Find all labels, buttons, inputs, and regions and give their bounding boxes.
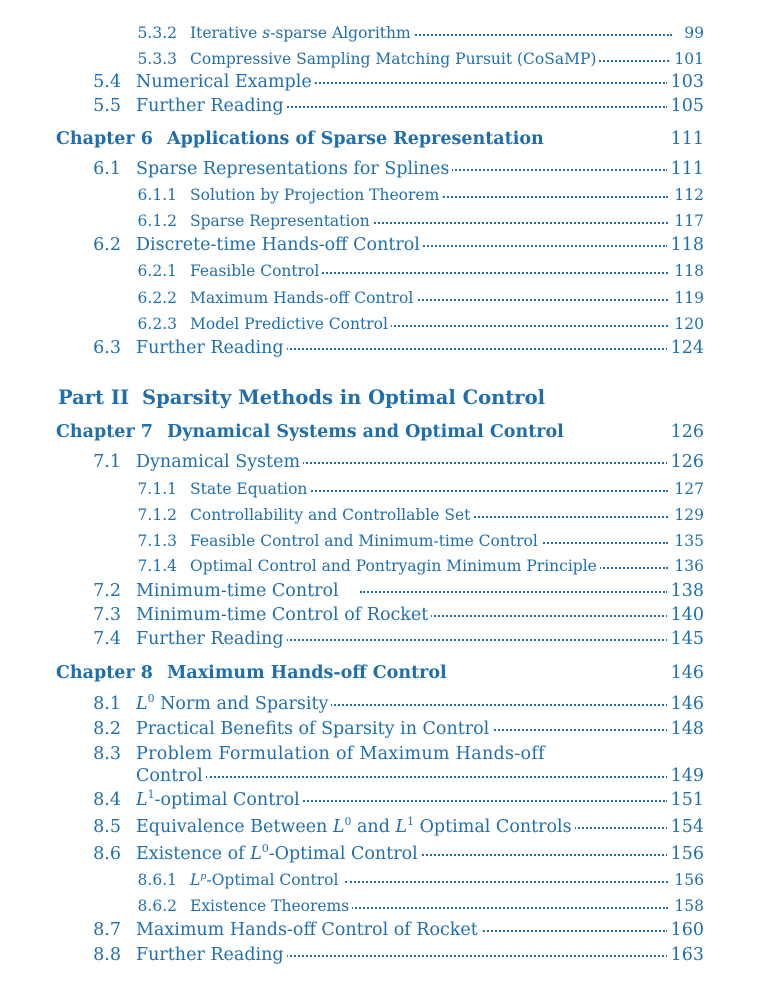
toc-entry-8-2[interactable] xyxy=(0,719,758,743)
entry-number: 6.2 xyxy=(93,235,121,255)
entry-page: 149 xyxy=(667,766,704,786)
toc-entry-7-1-3[interactable] xyxy=(0,532,758,556)
entry-title: Sparse Representation xyxy=(190,212,373,230)
entry-title: Sparse Representations for Splines xyxy=(136,159,452,179)
toc-entry-7-4[interactable] xyxy=(0,629,758,653)
entry-title: State Equation xyxy=(190,480,310,498)
entry-page: 126 xyxy=(667,452,704,472)
entry-number: 7.1 xyxy=(93,452,121,472)
dot-leader xyxy=(318,694,668,706)
dot-leader xyxy=(300,790,668,802)
dot-leader xyxy=(345,212,668,224)
dot-leader xyxy=(460,920,668,932)
entry-number: 8.4 xyxy=(93,790,121,810)
entry-page: 103 xyxy=(667,72,704,92)
dot-leader xyxy=(260,72,668,84)
dot-leader xyxy=(270,338,668,350)
entry-page: 158 xyxy=(670,897,704,915)
entry-page: 140 xyxy=(667,605,704,625)
dot-leader xyxy=(405,844,668,856)
dot-leader xyxy=(455,506,668,518)
toc-entry-7-1-1[interactable] xyxy=(0,480,758,504)
entry-title: Compressive Sampling Matching Pursuit (CoSaMP) xyxy=(190,50,599,68)
entry-number: 8.6 xyxy=(93,844,121,864)
dot-leader xyxy=(405,289,668,301)
entry-title: Equivalence Between $L^0$ and $L^1$ Optimal Controls xyxy=(136,817,575,837)
dot-leader xyxy=(400,235,668,247)
toc-entry-6-3[interactable] xyxy=(0,338,758,362)
entry-title: Model Predictive Control xyxy=(190,315,391,333)
entry-page: 111 xyxy=(667,159,704,179)
entry-title: Solution by Projection Theorem xyxy=(190,186,442,204)
entry-title: Further Reading xyxy=(136,629,287,649)
entry-page: 120 xyxy=(670,315,704,333)
dot-leader xyxy=(345,871,668,883)
dot-leader xyxy=(340,897,668,909)
entry-number: 6.2.2 xyxy=(137,289,177,307)
toc-entry-6-2-2[interactable] xyxy=(0,289,758,313)
entry-number: 7.3 xyxy=(93,605,121,625)
entry-number: 8.1 xyxy=(93,694,121,714)
entry-number: 7.2 xyxy=(93,581,121,601)
entry-page: 160 xyxy=(667,920,704,940)
entry-title: $L^p$-Optimal Control xyxy=(190,871,341,889)
toc-entry-6-2-3[interactable] xyxy=(0,315,758,339)
part-label: Part II xyxy=(58,386,130,409)
entry-page: 101 xyxy=(670,50,704,68)
toc-entry-7-3[interactable] xyxy=(0,605,758,629)
entry-title: Minimum-time Control xyxy=(136,581,342,601)
toc-chapter-6[interactable] xyxy=(0,129,758,153)
dot-leader xyxy=(415,605,668,617)
entry-title: Existence of $L^0$-Optimal Control xyxy=(136,844,421,864)
entry-page: 148 xyxy=(667,719,704,739)
dot-leader xyxy=(520,532,668,544)
toc-entry-6-1[interactable] xyxy=(0,159,758,183)
entry-page: 156 xyxy=(670,871,704,889)
dot-leader xyxy=(375,315,668,327)
toc-entry-8-3[interactable] xyxy=(0,744,758,790)
toc-entry-8-6-1[interactable] xyxy=(0,871,758,895)
entry-page: 105 xyxy=(667,96,704,116)
toc-entry-8-1[interactable] xyxy=(0,694,758,718)
entry-number: 7.1.3 xyxy=(137,532,177,550)
entry-page: 145 xyxy=(667,629,704,649)
toc-entry-8-8[interactable] xyxy=(0,945,758,969)
dot-leader xyxy=(300,480,668,492)
entry-page: 119 xyxy=(670,289,704,307)
toc-entry-5-5[interactable] xyxy=(0,96,758,120)
entry-title: $L^0$ Norm and Sparsity xyxy=(136,694,331,714)
toc-entry-6-1-2[interactable] xyxy=(0,212,758,236)
entry-title: Maximum Hands-off Control of Rocket xyxy=(136,920,481,940)
entry-page: 118 xyxy=(670,262,704,280)
entry-title-line1: Problem Formulation of Maximum Hands-off xyxy=(136,744,548,764)
entry-number: 8.6.2 xyxy=(137,897,177,915)
entry-page: 156 xyxy=(667,844,704,864)
entry-number: 5.3.2 xyxy=(137,24,177,42)
entry-number: 6.2.1 xyxy=(137,262,177,280)
dot-leader xyxy=(270,945,668,957)
entry-number: 7.1.4 xyxy=(137,557,177,575)
entry-title: Practical Benefits of Sparsity in Control xyxy=(136,719,492,739)
toc-part-2[interactable] xyxy=(0,386,758,414)
entry-title: Controllability and Controllable Set xyxy=(190,506,473,524)
entry-number: 6.1 xyxy=(93,159,121,179)
toc-entry-5-4[interactable] xyxy=(0,72,758,96)
toc-entry-6-2-1[interactable] xyxy=(0,262,758,286)
entry-number: 8.5 xyxy=(93,817,121,837)
entry-title: Optimal Control and Pontryagin Minimum Principle xyxy=(190,557,600,575)
entry-title: Further Reading xyxy=(136,96,287,116)
toc-chapter-7[interactable] xyxy=(0,422,758,446)
entry-title: Further Reading xyxy=(136,338,287,358)
toc-entry-6-2[interactable] xyxy=(0,235,758,259)
entry-number: 6.2.3 xyxy=(137,315,177,333)
entry-title-line2: Control xyxy=(136,766,206,786)
toc-entry-5-3-2[interactable] xyxy=(0,24,758,48)
toc-entry-8-4[interactable] xyxy=(0,790,758,814)
entry-page: 138 xyxy=(667,581,704,601)
dot-leader xyxy=(310,262,668,274)
entry-page: 154 xyxy=(667,817,704,837)
entry-title: Minimum-time Control of Rocket xyxy=(136,605,431,625)
toc-entry-5-3-3[interactable] xyxy=(0,50,758,74)
entry-page: 146 xyxy=(667,694,704,714)
entry-number: 7.4 xyxy=(93,629,121,649)
entry-number: 8.8 xyxy=(93,945,121,965)
entry-number: 6.1.1 xyxy=(137,186,177,204)
entry-title: Numerical Example xyxy=(136,72,315,92)
dot-leader xyxy=(360,581,668,593)
entry-page: 99 xyxy=(680,24,704,42)
entry-page: 136 xyxy=(670,557,704,575)
entry-page: 146 xyxy=(667,663,704,683)
entry-title: Dynamical System xyxy=(136,452,303,472)
toc-chapter-8[interactable] xyxy=(0,663,758,687)
toc-entry-8-6[interactable] xyxy=(0,844,758,868)
entry-number: 8.3 xyxy=(93,744,121,764)
entry-title: Maximum Hands-off Control xyxy=(190,289,416,307)
entry-page: 111 xyxy=(667,129,704,149)
dot-leader xyxy=(205,766,668,778)
entry-page: 124 xyxy=(667,338,704,358)
entry-number: 7.1.1 xyxy=(137,480,177,498)
toc-entry-6-1-1[interactable] xyxy=(0,186,758,210)
toc-entry-8-5[interactable] xyxy=(0,817,758,841)
toc-entry-7-2[interactable] xyxy=(0,581,758,605)
chapter-label: Chapter 6 Applications of Sparse Representation xyxy=(56,129,544,149)
entry-title: Further Reading xyxy=(136,945,287,965)
entry-title: Feasible Control and Minimum-time Control xyxy=(190,532,541,550)
chapter-label: Chapter 7 Dynamical Systems and Optimal Control xyxy=(56,422,564,442)
toc-entry-7-1[interactable] xyxy=(0,452,758,476)
entry-number: 8.7 xyxy=(93,920,121,940)
entry-number: 8.2 xyxy=(93,719,121,739)
entry-title: $L^1$-optimal Control xyxy=(136,790,303,810)
chapter-label: Chapter 8 Maximum Hands-off Control xyxy=(56,663,447,683)
dot-leader xyxy=(420,186,668,198)
toc-entry-8-6-2[interactable] xyxy=(0,897,758,921)
toc-entry-7-1-4[interactable] xyxy=(0,557,758,581)
entry-page: 126 xyxy=(667,422,704,442)
entry-title: Existence Theorems xyxy=(190,897,352,915)
entry-page: 163 xyxy=(667,945,704,965)
dot-leader xyxy=(290,452,668,464)
entry-page: 129 xyxy=(670,506,704,524)
entry-title: Discrete-time Hands-off Control xyxy=(136,235,423,255)
toc-entry-7-1-2[interactable] xyxy=(0,506,758,530)
entry-title: Iterative s-sparse Algorithm xyxy=(190,24,414,42)
dot-leader xyxy=(420,159,668,171)
entry-page: 112 xyxy=(670,186,704,204)
entry-title: Feasible Control xyxy=(190,262,322,280)
entry-number: 7.1.2 xyxy=(137,506,177,524)
entry-number: 6.3 xyxy=(93,338,121,358)
entry-number: 5.3.3 xyxy=(137,50,177,68)
dot-leader xyxy=(240,96,668,108)
entry-number: 5.4 xyxy=(93,72,121,92)
entry-page: 127 xyxy=(670,480,704,498)
entry-number: 6.1.2 xyxy=(137,212,177,230)
entry-number: 5.5 xyxy=(93,96,121,116)
entry-page: 151 xyxy=(667,790,704,810)
toc-entry-8-7[interactable] xyxy=(0,920,758,944)
entry-number: 8.6.1 xyxy=(137,871,177,889)
entry-page: 117 xyxy=(670,212,704,230)
entry-page: 135 xyxy=(670,532,704,550)
entry-page: 118 xyxy=(667,235,704,255)
dot-leader xyxy=(270,629,668,641)
part-title: Sparsity Methods in Optimal Control xyxy=(142,386,548,409)
